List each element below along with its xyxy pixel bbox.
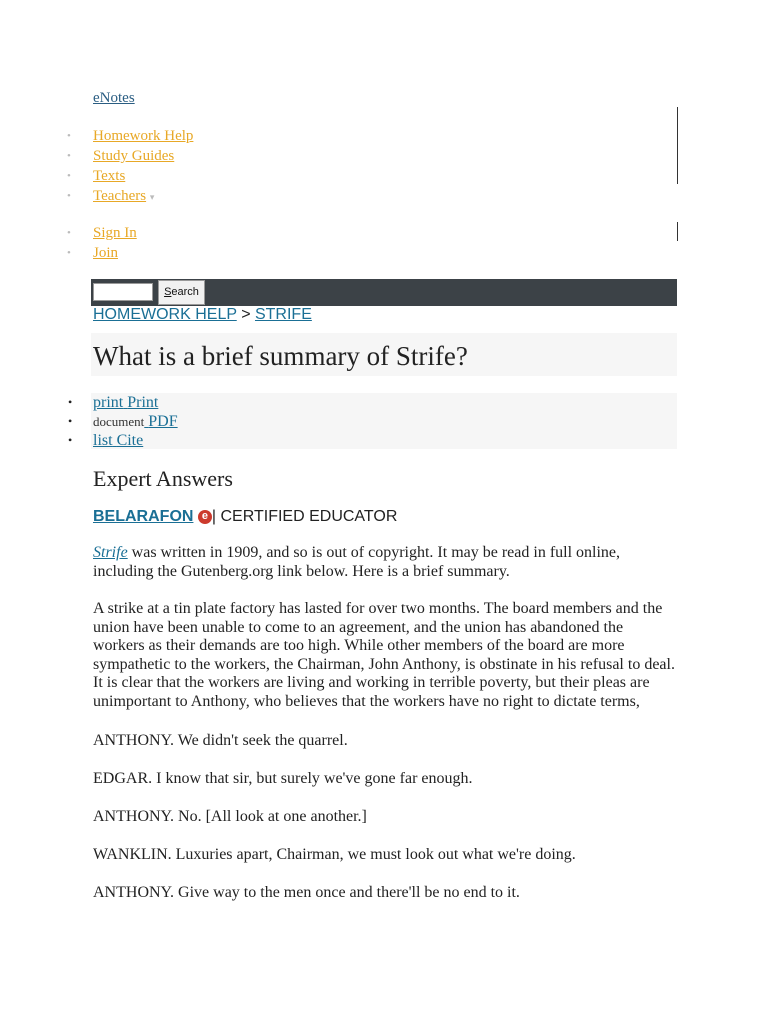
breadcrumb-separator: >	[241, 306, 251, 323]
header-divider	[677, 107, 678, 184]
enotes-logo-link[interactable]: eNotes	[93, 90, 135, 106]
question-header	[91, 333, 677, 376]
quote-line: ANTHONY. Give way to the men once and there'll be no end to it.	[93, 883, 520, 901]
print-link[interactable]	[93, 394, 158, 411]
nav-link-teachers[interactable]: Teachers	[93, 188, 147, 204]
answer-summary: A strike at a tin plate factory has lasted for over two months. The board members and the union have been unable to come to an agreement, and the union has abandoned the workers as their demands are too high. While other members of the board are more sympathetic to the workers, the Chairman, John Anthony, is obstinate in his refusal to deal. It is clear that the workers are living and working in terrible poverty, but their pleas are unimportant to Anthony, who believes that the workers have no right to dictate terms,	[93, 600, 675, 710]
nav-item-homework-help[interactable]	[93, 126, 193, 146]
action-cite[interactable]	[93, 431, 178, 450]
chevron-down-icon[interactable]: ▾	[149, 192, 155, 202]
nav-item-study-guides[interactable]	[93, 146, 193, 166]
answer-intro	[93, 543, 677, 581]
search-button-accesskey: S	[164, 286, 172, 298]
strife-link[interactable]: Strife	[93, 544, 128, 561]
answer-body	[93, 543, 677, 921]
breadcrumb-strife[interactable]: STRIFE	[254, 306, 312, 323]
search-button[interactable]	[158, 280, 205, 305]
cite-label: Cite	[116, 432, 144, 449]
quote-line: WANKLIN. Luxuries apart, Chairman, we must look out what we're doing.	[93, 845, 576, 863]
question-actions	[93, 393, 178, 450]
action-print[interactable]	[93, 393, 178, 412]
document-icon: document	[93, 414, 145, 429]
breadcrumb	[93, 306, 312, 324]
quote-line: EDGAR. I know that sir, but surely we've gone far enough.	[93, 769, 473, 787]
search-button-label: earch	[171, 286, 199, 298]
nav-link-homework-help[interactable]: Homework Help	[93, 128, 194, 144]
author-link[interactable]: BELARAFON	[93, 508, 194, 525]
user-nav	[93, 223, 137, 263]
quote-line: ANTHONY. We didn't seek the quarrel.	[93, 731, 348, 749]
nav-item-sign-in[interactable]	[93, 223, 137, 243]
search-bar	[91, 279, 677, 306]
educator-badge-icon: e	[198, 510, 212, 524]
list-icon: list	[93, 432, 113, 449]
author-role: | CERTIFIED EDUCATOR	[211, 508, 398, 525]
user-nav-divider	[677, 222, 678, 241]
print-label: Print	[127, 394, 159, 411]
pdf-link[interactable]	[144, 413, 177, 430]
nav-link-texts[interactable]: Texts	[93, 168, 126, 184]
main-nav	[93, 126, 193, 206]
print-icon: print	[93, 394, 124, 411]
pdf-label: PDF	[148, 413, 178, 430]
quote-line: ANTHONY. No. [All look at one another.]	[93, 807, 367, 825]
breadcrumb-homework-help[interactable]: HOMEWORK HELP	[93, 306, 237, 323]
page-title: What is a brief summary of Strife?	[93, 341, 468, 371]
expert-answers-heading: Expert Answers	[93, 466, 233, 491]
sign-in-link[interactable]: Sign In	[93, 225, 137, 241]
nav-item-teachers[interactable]	[93, 186, 193, 206]
join-link[interactable]: Join	[93, 245, 119, 261]
search-input[interactable]	[93, 283, 153, 301]
action-pdf[interactable]	[93, 412, 178, 431]
nav-item-join[interactable]	[93, 243, 137, 263]
answer-intro-text: was written in 1909, and so is out of copyright. It may be read in full online, including the Gutenberg.org link below. Here is a brief summary.	[93, 544, 621, 580]
nav-item-texts[interactable]	[93, 166, 193, 186]
author-line	[93, 508, 397, 526]
nav-link-study-guides[interactable]: Study Guides	[93, 148, 175, 164]
actions-background	[91, 393, 677, 449]
cite-link[interactable]	[93, 432, 143, 449]
